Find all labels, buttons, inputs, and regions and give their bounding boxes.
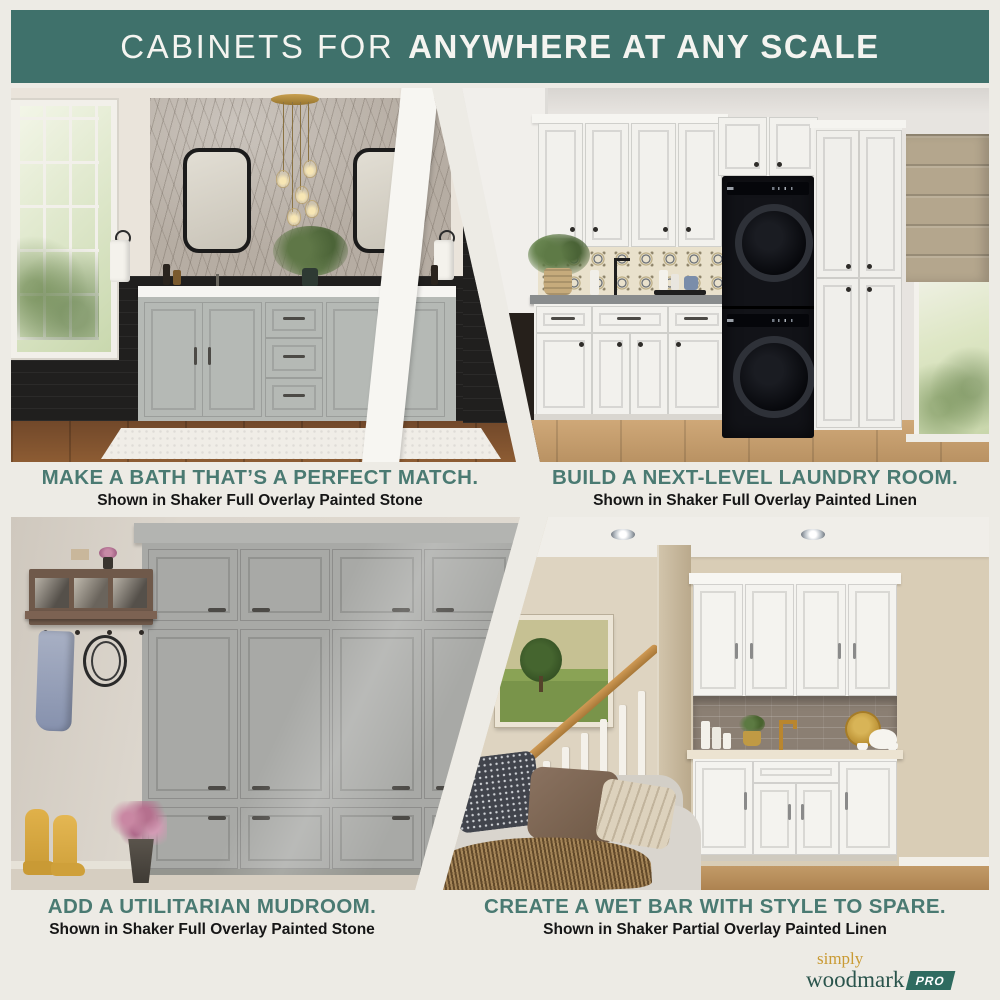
photo-wetbar — [443, 517, 989, 890]
upper-crown — [532, 114, 728, 123]
header-banner — [11, 10, 989, 83]
cabinet-door — [148, 629, 238, 799]
laundry-counter — [530, 295, 730, 304]
pendant-cord — [283, 102, 284, 172]
sink-drawer-front — [753, 761, 839, 783]
window-greenery — [919, 342, 989, 434]
baseboard — [906, 434, 989, 442]
rack-mirror — [35, 578, 69, 608]
cabinet-door — [693, 584, 743, 696]
caption-headline: ADD A UTILITARIAN MUDROOM. — [47, 895, 377, 918]
upper-cabinets — [538, 123, 722, 247]
rain-boot-foot — [51, 863, 85, 876]
bar-lower-cabinets — [693, 759, 897, 861]
base-door — [630, 333, 668, 415]
pendant-cord — [308, 102, 309, 162]
cabinet-door — [424, 549, 514, 621]
cabinet-door — [631, 123, 676, 247]
pantry-door — [859, 130, 902, 278]
header-title-bold: ANYWHERE AT ANY SCALE — [408, 27, 880, 65]
cabinet-door — [848, 584, 898, 696]
vanity-door — [144, 302, 203, 417]
cabinet-door — [718, 117, 767, 176]
window-greenery — [17, 216, 99, 340]
roman-shade — [906, 134, 989, 282]
wetbar-counter — [687, 750, 903, 759]
vanity-faucet — [216, 274, 219, 286]
recessed-light — [801, 529, 825, 540]
caption-laundry — [520, 467, 990, 510]
pump-bottle — [659, 270, 668, 290]
toe-kick — [693, 855, 897, 861]
coat-rack — [29, 569, 153, 625]
cabinet-door — [745, 584, 795, 696]
vanity-mirror-left — [183, 148, 251, 253]
plant-vase — [302, 268, 318, 287]
cabinet-door — [332, 629, 422, 799]
bar-upper-cabinets — [693, 584, 897, 696]
pillow-striped — [595, 778, 678, 851]
shelf-box — [71, 549, 89, 560]
soap-bottle — [590, 270, 599, 295]
pendant-bulb — [305, 200, 319, 218]
pantry-crown — [810, 120, 906, 128]
vanity-drawer — [265, 338, 323, 378]
bath-rug — [101, 428, 501, 459]
coat-hook — [139, 630, 144, 635]
cabinet-door — [695, 761, 753, 855]
ceiling — [443, 517, 989, 557]
counter-bottle — [431, 265, 438, 285]
cabinet-door — [585, 123, 630, 247]
pendant-bulb — [287, 208, 301, 226]
hanging-towel — [35, 630, 74, 731]
caption-subline: Shown in Shaker Full Overlay Painted Stone — [49, 921, 375, 938]
pantry-door — [816, 130, 859, 278]
gold-faucet — [779, 720, 783, 752]
base-door — [592, 333, 630, 415]
landscape-painting — [495, 615, 613, 727]
bath-window — [11, 100, 117, 358]
cabinet-door — [753, 783, 796, 855]
vanity-drawer — [265, 378, 323, 417]
vanity-door — [202, 302, 262, 417]
pendant-bulb — [276, 170, 290, 188]
cabinet-door — [796, 584, 846, 696]
vanity-drawer — [265, 302, 323, 338]
cabinet-door — [678, 123, 723, 247]
caption-wetbar — [450, 896, 980, 939]
baseboard — [899, 857, 989, 866]
recessed-light — [611, 529, 635, 540]
rack-shelf — [25, 611, 157, 619]
toe-kick — [534, 414, 726, 420]
cabinet-door — [240, 807, 330, 869]
cabinet-door — [240, 629, 330, 799]
shelf-vase — [103, 557, 113, 569]
gold-faucet-tip — [793, 720, 797, 729]
base-drawer — [536, 306, 592, 333]
pendant-cord — [292, 102, 293, 212]
photo-laundry — [462, 88, 989, 462]
caption-headline: MAKE A BATH THAT’S A PERFECT MATCH. — [41, 466, 479, 489]
base-door — [668, 333, 726, 415]
laundry-window — [914, 282, 989, 434]
cabinet-door — [148, 549, 238, 621]
washer-upper-cabinet — [718, 117, 818, 176]
base-cabinets — [534, 304, 726, 420]
cabinet-door — [839, 761, 897, 855]
cabinet-door — [240, 549, 330, 621]
pantry-door — [816, 278, 859, 428]
logo-simply: simply — [817, 949, 864, 968]
towel-left — [110, 240, 130, 282]
base-drawer — [592, 306, 668, 333]
cabinet-crown — [134, 523, 520, 543]
flower-bouquet — [111, 801, 167, 845]
candle — [701, 721, 710, 749]
candle — [712, 727, 721, 749]
washer-control-panel — [727, 182, 809, 195]
caption-bathroom — [0, 467, 520, 510]
painting-trunk — [539, 676, 543, 692]
wetbar-floor — [673, 866, 989, 890]
caption-headline: BUILD A NEXT-LEVEL LAUNDRY ROOM. — [551, 466, 959, 489]
plant-basket — [544, 268, 572, 295]
brand-logo — [806, 950, 953, 991]
rack-mirror — [113, 578, 147, 608]
counter-bottle — [163, 264, 170, 285]
pendant-cord — [300, 102, 301, 190]
faucet-spout — [614, 258, 630, 261]
washer-door — [735, 204, 813, 282]
base-door — [536, 333, 592, 415]
blue-cloth — [684, 276, 698, 290]
cabinet-door — [796, 783, 839, 855]
caption-subline: Shown in Shaker Partial Overlay Painted Linen — [543, 921, 887, 938]
caption-subline: Shown in Shaker Full Overlay Painted Linen — [593, 492, 917, 509]
washer-dryer-stack — [722, 176, 814, 438]
pump-bottle — [671, 274, 679, 290]
dryer-door — [733, 336, 815, 418]
logo-woodmark: woodmark — [806, 967, 905, 992]
cabinet-door — [538, 123, 583, 247]
candle — [723, 733, 731, 749]
base-drawer — [668, 306, 726, 333]
header-title-light: CABINETS FOR — [120, 27, 395, 65]
pendant-canopy — [271, 94, 319, 105]
cabinet-door — [332, 549, 422, 621]
hanging-rope-inner — [91, 641, 121, 681]
faucet — [614, 258, 617, 295]
photo-bathroom — [11, 88, 517, 462]
pendant-bulb — [303, 160, 317, 178]
caption-headline: CREATE A WET BAR WITH STYLE TO SPARE. — [483, 895, 946, 918]
pantry-door — [859, 278, 902, 428]
cabinet-door — [332, 807, 422, 869]
counter-bottle — [173, 270, 181, 285]
coat-hook — [75, 630, 80, 635]
bar-crown — [689, 573, 901, 584]
photo-mudroom — [11, 517, 520, 890]
caption-mudroom — [0, 896, 424, 939]
gold-pot — [743, 731, 761, 746]
logo-pro-badge: PRO — [906, 971, 956, 990]
pantry-cabinet — [814, 128, 902, 430]
dryer-control-panel — [727, 314, 809, 327]
rack-mirror — [74, 578, 108, 608]
stack-seam — [722, 306, 814, 309]
caption-subline: Shown in Shaker Full Overlay Painted Stone — [97, 492, 423, 509]
